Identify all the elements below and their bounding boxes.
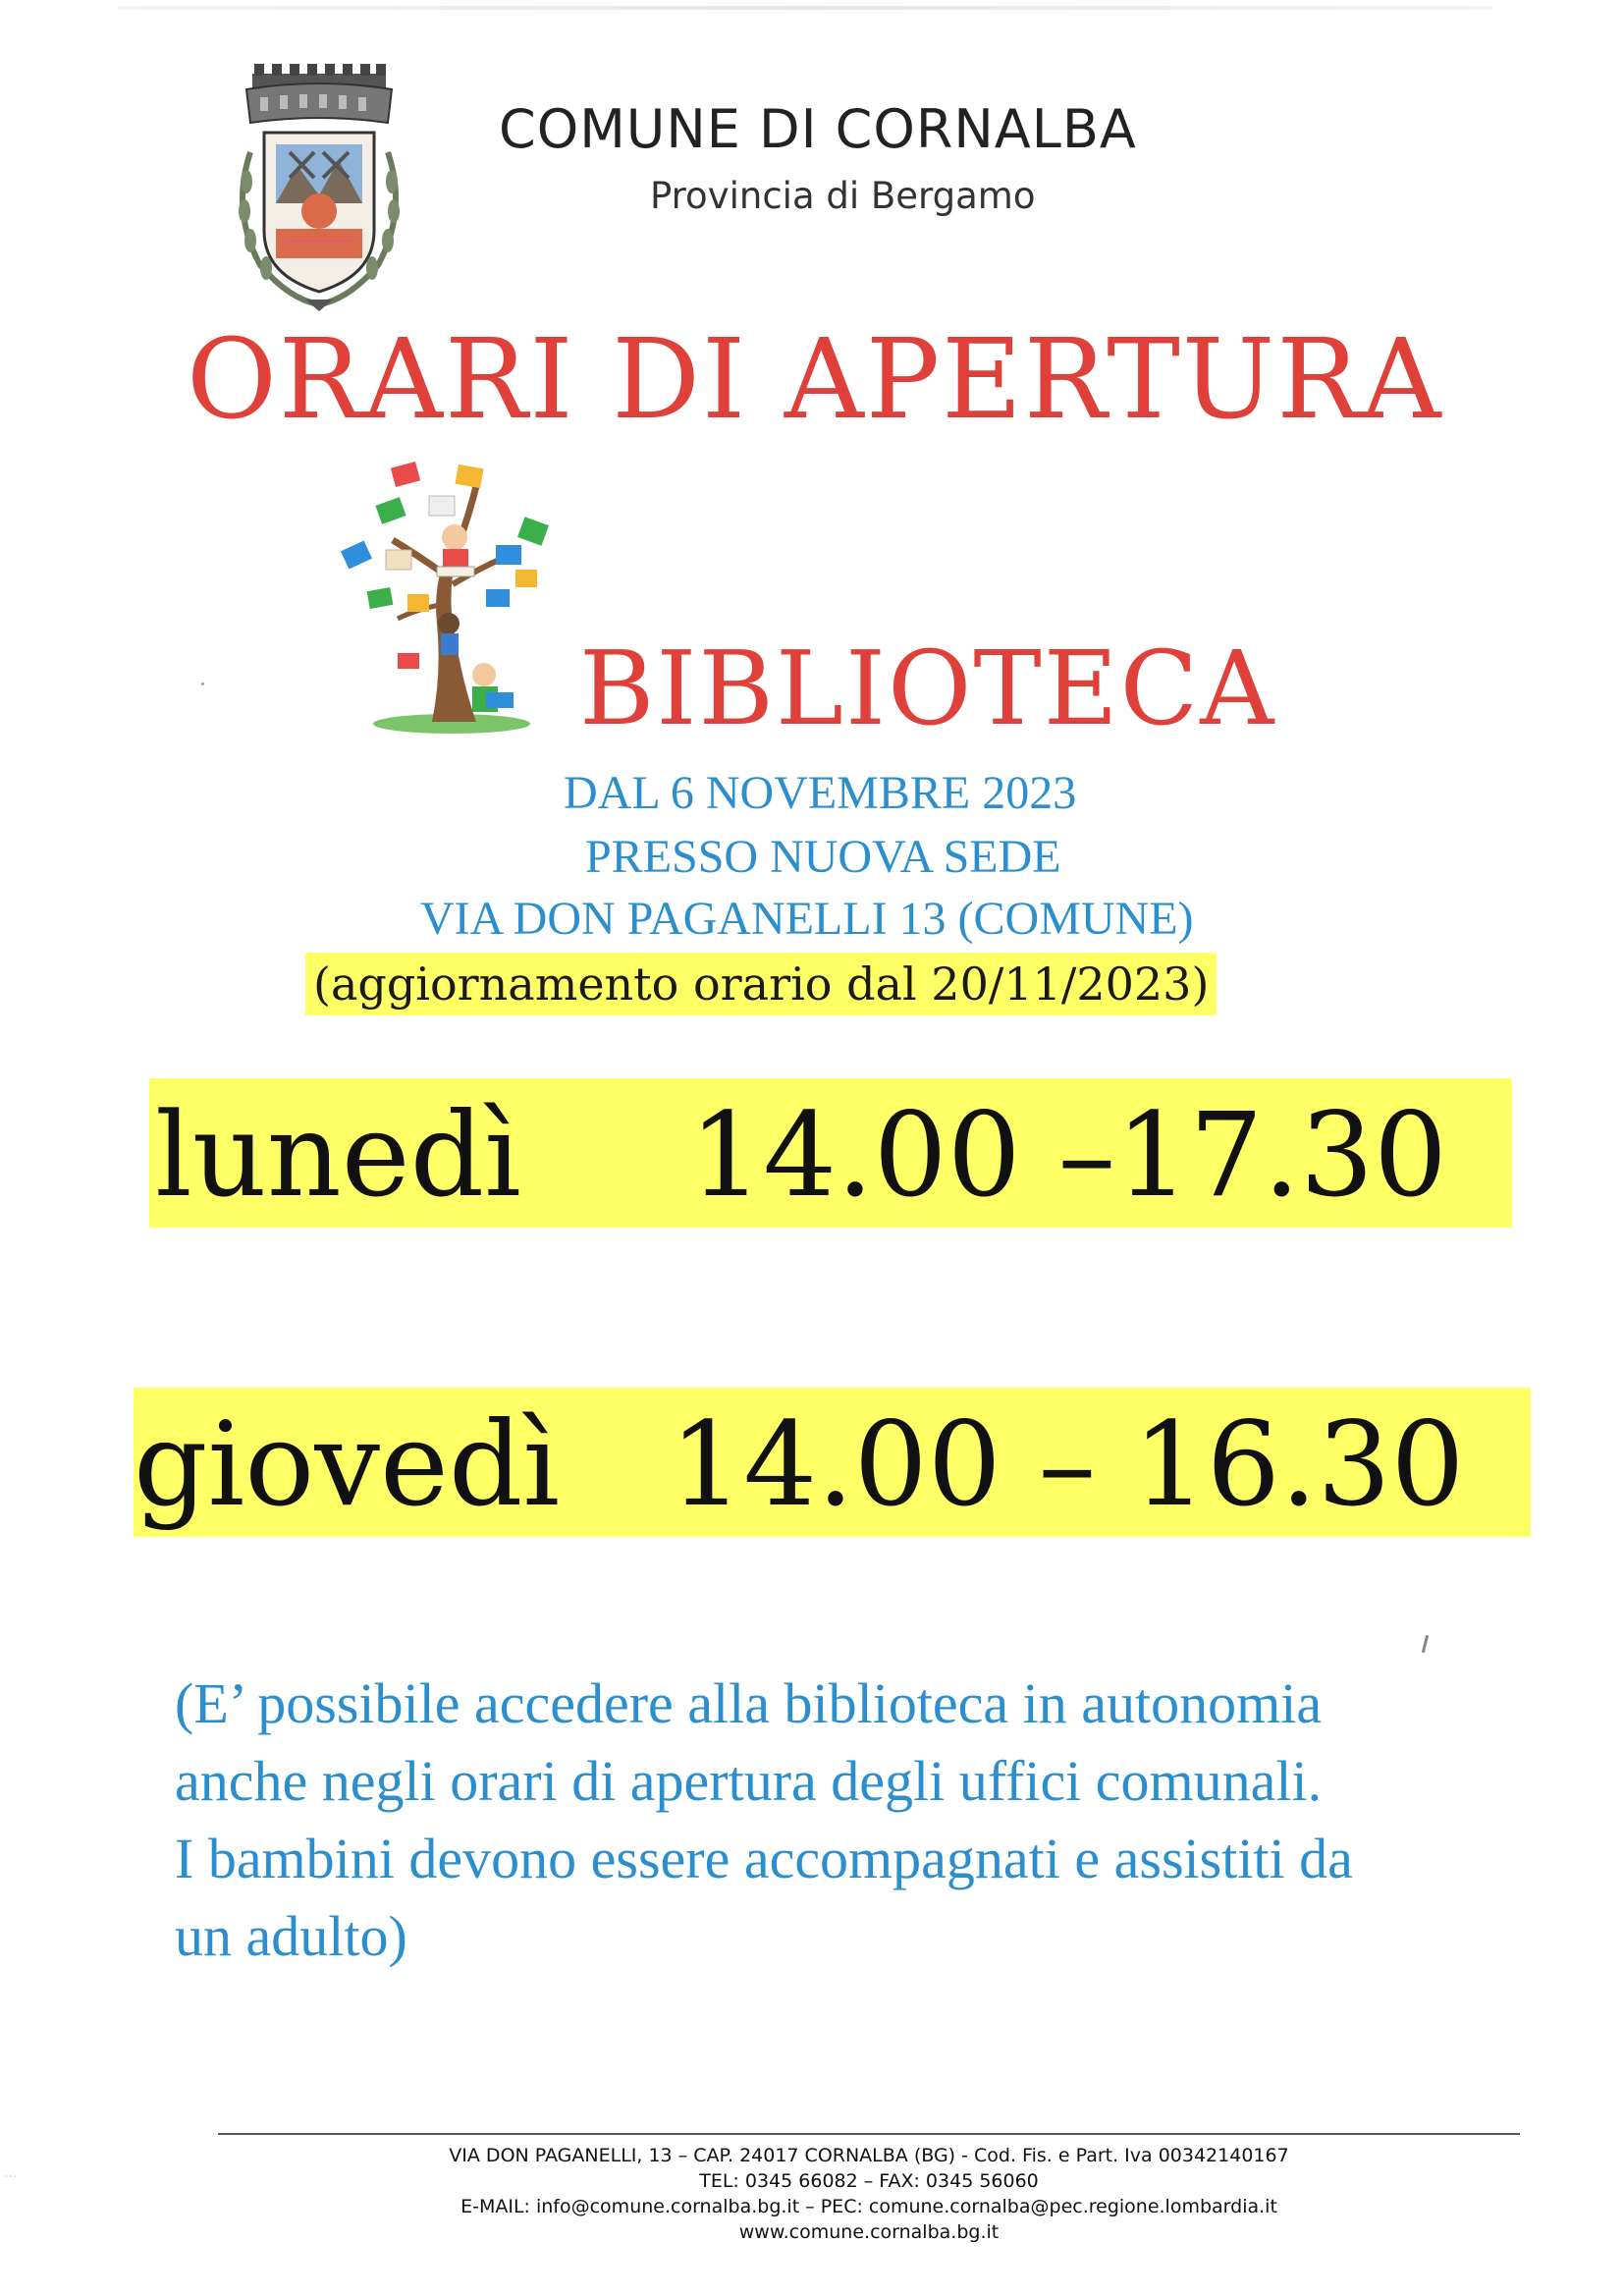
coat-of-arms-icon (221, 64, 417, 314)
access-info-line: anche negli orari di apertura degli uffici comunali. (175, 1749, 1323, 1813)
scan-dot (201, 683, 204, 685)
access-info-line: un adulto) (175, 1904, 407, 1968)
scan-edge (118, 6, 1492, 10)
book-tree-icon (339, 447, 594, 737)
address-line: VIA DON PAGANELLI 13 (COMUNE) (420, 893, 1194, 945)
footer-address: VIA DON PAGANELLI, 13 – CAP. 24017 CORNALBA (BG) - Cod. Fis. e Part. Iva 00342140167 (449, 2145, 1289, 2166)
scan-smudge: ... (4, 2165, 18, 2181)
footer-divider (218, 2133, 1520, 2135)
time-range: 14.00 –17.30 (689, 1087, 1448, 1223)
location-line: PRESSO NUOVA SEDE (585, 831, 1061, 883)
schedule-update-note: (aggiornamento orario dal 20/11/2023) (305, 953, 1217, 1015)
province-name: Provincia di Bergamo (650, 175, 1036, 217)
municipality-name: COMUNE DI CORNALBA (499, 98, 1137, 160)
time-range: 14.00 – 16.30 (670, 1396, 1465, 1532)
day-label: lunedì (155, 1087, 521, 1223)
scan-mark (1422, 1635, 1429, 1653)
start-date-line: DAL 6 NOVEMBRE 2023 (564, 767, 1077, 819)
library-title: BIBLIOTECA (579, 629, 1276, 748)
opening-hours-title: ORARI DI APERTURA (187, 316, 1443, 444)
access-info (175, 1665, 1579, 1975)
hours-row-monday (149, 1078, 1512, 1228)
access-info-line: (E’ possibile accedere alla biblioteca in autonomia (175, 1671, 1323, 1735)
access-info-line: I bambini devono essere accompagnati e assistiti da (175, 1827, 1353, 1890)
day-label: giovedì (134, 1396, 561, 1532)
footer-phone: TEL: 0345 66082 – FAX: 0345 56060 (699, 2170, 1039, 2192)
footer-contacts (218, 2143, 1520, 2245)
footer-email: E-MAIL: info@comune.cornalba.bg.it – PEC: comune.cornalba@pec.regione.lombardia.it (460, 2196, 1277, 2217)
hours-row-thursday (134, 1388, 1531, 1537)
footer-website: www.comune.cornalba.bg.it (738, 2221, 1000, 2243)
